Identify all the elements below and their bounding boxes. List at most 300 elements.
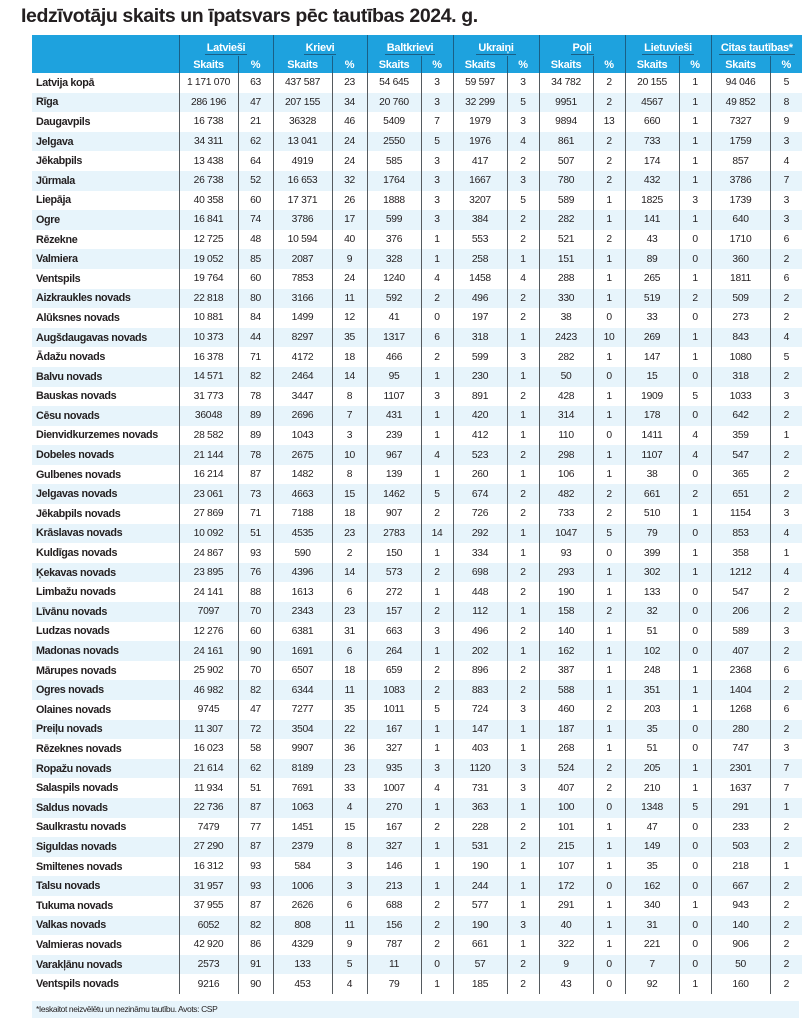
row-name: Ogre — [32, 210, 179, 230]
cell-percent: 2 — [507, 680, 539, 700]
cell-count: 140 — [539, 622, 593, 642]
cell-percent: 2 — [593, 778, 625, 798]
cell-count: 7277 — [273, 700, 332, 720]
table-row — [32, 445, 802, 465]
cell-count: 1154 — [711, 504, 770, 524]
cell-percent: 52 — [238, 171, 273, 191]
cell-count: 17 371 — [273, 191, 332, 211]
cell-count: 1482 — [273, 465, 332, 485]
row-name: Siguldas novads — [32, 837, 179, 857]
cell-percent: 18 — [332, 661, 367, 681]
cell-percent: 11 — [332, 916, 367, 936]
cell-count: 16 378 — [179, 347, 238, 367]
cell-percent: 24 — [332, 269, 367, 289]
cell-percent: 3 — [770, 387, 802, 407]
cell-percent: 2 — [421, 563, 453, 583]
cell-percent: 0 — [679, 524, 711, 544]
cell-percent: 1 — [679, 328, 711, 348]
cell-count: 24 141 — [179, 582, 238, 602]
cell-count: 318 — [711, 367, 770, 387]
cell-count: 42 920 — [179, 935, 238, 955]
cell-count: 3447 — [273, 387, 332, 407]
cell-percent: 1 — [679, 93, 711, 113]
cell-percent: 80 — [238, 289, 273, 309]
cell-percent: 2 — [507, 504, 539, 524]
cell-percent: 87 — [238, 837, 273, 857]
cell-count: 40 — [539, 916, 593, 936]
cell-percent: 2 — [507, 974, 539, 994]
row-name: Dienvidkurzemes novads — [32, 426, 179, 446]
cell-count: 360 — [711, 249, 770, 269]
cell-percent: 24 — [332, 132, 367, 152]
cell-count: 503 — [711, 837, 770, 857]
cell-count: 1888 — [367, 191, 421, 211]
cell-count: 589 — [711, 622, 770, 642]
cell-count: 106 — [539, 465, 593, 485]
cell-count: 13 438 — [179, 151, 238, 171]
cell-count: 6381 — [273, 622, 332, 642]
cell-count: 808 — [273, 916, 332, 936]
cell-count: 239 — [367, 426, 421, 446]
cell-percent: 63 — [238, 73, 273, 93]
cell-percent: 2 — [770, 916, 802, 936]
row-name: Ogres novads — [32, 680, 179, 700]
cell-percent: 78 — [238, 387, 273, 407]
table-row — [32, 837, 802, 857]
cell-count: 147 — [625, 347, 679, 367]
cell-percent: 82 — [238, 916, 273, 936]
row-name: Valmieras novads — [32, 935, 179, 955]
column-header-percent: % — [238, 56, 273, 73]
row-name: Valmiera — [32, 249, 179, 269]
cell-count: 93 — [539, 543, 593, 563]
cell-percent: 1 — [593, 916, 625, 936]
table-row — [32, 484, 802, 504]
cell-count: 7097 — [179, 602, 238, 622]
table-row — [32, 720, 802, 740]
cell-percent: 1 — [679, 680, 711, 700]
column-header-count: Skaits — [539, 56, 593, 73]
cell-count: 432 — [625, 171, 679, 191]
cell-count: 448 — [453, 582, 507, 602]
cell-percent: 2 — [679, 484, 711, 504]
cell-count: 2550 — [367, 132, 421, 152]
cell-count: 13 041 — [273, 132, 332, 152]
cell-count: 174 — [625, 151, 679, 171]
cell-count: 1 171 070 — [179, 73, 238, 93]
table-row — [32, 132, 802, 152]
cell-count: 139 — [367, 465, 421, 485]
cell-percent: 2 — [507, 563, 539, 583]
cell-percent: 44 — [238, 328, 273, 348]
cell-percent: 8 — [770, 93, 802, 113]
row-name: Gulbenes novads — [32, 465, 179, 485]
cell-count: 150 — [367, 543, 421, 563]
cell-percent: 2 — [770, 445, 802, 465]
cell-count: 651 — [711, 484, 770, 504]
row-name: Tukuma novads — [32, 896, 179, 916]
cell-count: 1043 — [273, 426, 332, 446]
cell-count: 167 — [367, 720, 421, 740]
cell-percent: 2 — [507, 445, 539, 465]
cell-percent: 2 — [421, 289, 453, 309]
cell-percent: 1 — [593, 582, 625, 602]
cell-count: 79 — [367, 974, 421, 994]
cell-percent: 0 — [679, 916, 711, 936]
cell-percent: 60 — [238, 622, 273, 642]
cell-percent: 3 — [507, 916, 539, 936]
cell-count: 233 — [711, 818, 770, 838]
row-name: Jelgava — [32, 132, 179, 152]
cell-percent: 1 — [593, 661, 625, 681]
cell-percent: 71 — [238, 504, 273, 524]
cell-count: 857 — [711, 151, 770, 171]
cell-count: 172 — [539, 876, 593, 896]
page-title: Iedzīvotāju skaits un īpatsvars pēc tautības 2024. g. — [21, 5, 478, 27]
column-header-count: Skaits — [273, 56, 332, 73]
cell-count: 943 — [711, 896, 770, 916]
cell-percent: 1 — [507, 720, 539, 740]
column-group-label: Citas tautības* — [720, 42, 793, 54]
cell-percent: 3 — [421, 93, 453, 113]
cell-count: 16 214 — [179, 465, 238, 485]
cell-percent: 3 — [770, 132, 802, 152]
cell-percent: 1 — [679, 504, 711, 524]
column-group-header — [711, 35, 802, 56]
row-name: Varakļānu novads — [32, 955, 179, 975]
cell-count: 1710 — [711, 230, 770, 250]
cell-count: 35 — [625, 720, 679, 740]
cell-percent: 3 — [421, 387, 453, 407]
cell-count: 133 — [625, 582, 679, 602]
cell-percent: 62 — [238, 759, 273, 779]
cell-count: 351 — [625, 680, 679, 700]
cell-count: 89 — [625, 249, 679, 269]
table-row — [32, 955, 802, 975]
cell-count: 1979 — [453, 112, 507, 132]
cell-percent: 1 — [679, 112, 711, 132]
cell-percent: 2 — [507, 210, 539, 230]
cell-percent: 0 — [679, 249, 711, 269]
cell-count: 20 760 — [367, 93, 421, 113]
cell-count: 210 — [625, 778, 679, 798]
cell-percent: 6 — [770, 269, 802, 289]
table-row — [32, 759, 802, 779]
cell-percent: 1 — [507, 602, 539, 622]
cell-count: 26 738 — [179, 171, 238, 191]
cell-percent: 2 — [593, 73, 625, 93]
cell-percent: 13 — [593, 112, 625, 132]
table-row — [32, 543, 802, 563]
cell-percent: 5 — [679, 387, 711, 407]
cell-percent: 1 — [507, 406, 539, 426]
cell-count: 151 — [539, 249, 593, 269]
cell-count: 314 — [539, 406, 593, 426]
cell-count: 1083 — [367, 680, 421, 700]
cell-percent: 77 — [238, 818, 273, 838]
table-row — [32, 387, 802, 407]
cell-percent: 1 — [593, 857, 625, 877]
cell-count: 23 895 — [179, 563, 238, 583]
cell-count: 2368 — [711, 661, 770, 681]
cell-count: 23 061 — [179, 484, 238, 504]
cell-percent: 0 — [593, 876, 625, 896]
cell-count: 1637 — [711, 778, 770, 798]
cell-percent: 2 — [421, 680, 453, 700]
row-name: Dobeles novads — [32, 445, 179, 465]
row-name: Rēzeknes novads — [32, 739, 179, 759]
table-header — [32, 35, 802, 73]
cell-count: 230 — [453, 367, 507, 387]
cell-count: 1909 — [625, 387, 679, 407]
cell-count: 272 — [367, 582, 421, 602]
cell-percent: 5 — [593, 524, 625, 544]
cell-percent: 1 — [507, 641, 539, 661]
cell-count: 36328 — [273, 112, 332, 132]
cell-percent: 1 — [593, 563, 625, 583]
cell-count: 15 — [625, 367, 679, 387]
cell-percent: 1 — [421, 641, 453, 661]
table-row — [32, 602, 802, 622]
cell-count: 32 299 — [453, 93, 507, 113]
cell-percent: 2 — [421, 602, 453, 622]
cell-percent: 5 — [679, 798, 711, 818]
cell-percent: 5 — [770, 73, 802, 93]
cell-count: 31 957 — [179, 876, 238, 896]
cell-percent: 2 — [507, 387, 539, 407]
cell-count: 57 — [453, 955, 507, 975]
cell-count: 1764 — [367, 171, 421, 191]
cell-count: 19 764 — [179, 269, 238, 289]
column-header-percent: % — [332, 56, 367, 73]
cell-percent: 93 — [238, 857, 273, 877]
cell-count: 2379 — [273, 837, 332, 857]
row-name: Saulkrastu novads — [32, 818, 179, 838]
cell-count: 588 — [539, 680, 593, 700]
cell-count: 466 — [367, 347, 421, 367]
cell-count: 733 — [625, 132, 679, 152]
cell-percent: 2 — [679, 289, 711, 309]
cell-percent: 1 — [421, 582, 453, 602]
row-name: Ventspils — [32, 269, 179, 289]
cell-count: 1825 — [625, 191, 679, 211]
table-row — [32, 465, 802, 485]
cell-count: 265 — [625, 269, 679, 289]
table-row — [32, 778, 802, 798]
cell-percent: 2 — [770, 955, 802, 975]
cell-percent: 1 — [593, 680, 625, 700]
cell-count: 547 — [711, 445, 770, 465]
cell-count: 2696 — [273, 406, 332, 426]
cell-percent: 17 — [332, 210, 367, 230]
table-row — [32, 73, 802, 93]
cell-percent: 14 — [332, 367, 367, 387]
cell-percent: 4 — [421, 778, 453, 798]
cell-percent: 2 — [770, 367, 802, 387]
cell-percent: 87 — [238, 896, 273, 916]
cell-percent: 3 — [421, 210, 453, 230]
cell-percent: 0 — [679, 857, 711, 877]
cell-percent: 0 — [679, 308, 711, 328]
cell-count: 40 358 — [179, 191, 238, 211]
cell-percent: 1 — [679, 778, 711, 798]
cell-count: 4535 — [273, 524, 332, 544]
cell-percent: 93 — [238, 876, 273, 896]
cell-count: 3166 — [273, 289, 332, 309]
cell-count: 417 — [453, 151, 507, 171]
table-row — [32, 680, 802, 700]
cell-percent: 2 — [507, 151, 539, 171]
cell-count: 1268 — [711, 700, 770, 720]
cell-percent: 1 — [507, 367, 539, 387]
cell-count: 384 — [453, 210, 507, 230]
cell-percent: 2 — [507, 661, 539, 681]
cell-percent: 1 — [421, 465, 453, 485]
cell-percent: 12 — [332, 308, 367, 328]
cell-count: 547 — [711, 582, 770, 602]
cell-percent: 2 — [770, 720, 802, 740]
cell-percent: 0 — [679, 935, 711, 955]
cell-count: 292 — [453, 524, 507, 544]
cell-count: 27 290 — [179, 837, 238, 857]
table-row — [32, 935, 802, 955]
column-group-label: Baltkrievi — [386, 42, 434, 54]
cell-count: 34 782 — [539, 73, 593, 93]
cell-percent: 1 — [679, 151, 711, 171]
cell-count: 157 — [367, 602, 421, 622]
cell-percent: 60 — [238, 191, 273, 211]
cell-count: 523 — [453, 445, 507, 465]
cell-percent: 15 — [332, 818, 367, 838]
cell-count: 853 — [711, 524, 770, 544]
row-name: Latvija kopā — [32, 73, 179, 93]
cell-count: 731 — [453, 778, 507, 798]
cell-count: 100 — [539, 798, 593, 818]
cell-count: 11 934 — [179, 778, 238, 798]
cell-count: 584 — [273, 857, 332, 877]
cell-percent: 90 — [238, 641, 273, 661]
cell-count: 1451 — [273, 818, 332, 838]
cell-count: 94 046 — [711, 73, 770, 93]
cell-count: 9894 — [539, 112, 593, 132]
cell-percent: 2 — [770, 406, 802, 426]
row-name: Ādažu novads — [32, 347, 179, 367]
cell-percent: 90 — [238, 974, 273, 994]
cell-count: 38 — [625, 465, 679, 485]
cell-percent: 0 — [679, 406, 711, 426]
row-name: Smiltenes novads — [32, 857, 179, 877]
cell-percent: 3 — [421, 759, 453, 779]
column-group-label: Ukraiņi — [478, 42, 514, 54]
cell-percent: 1 — [507, 426, 539, 446]
cell-percent: 6 — [332, 896, 367, 916]
table-row — [32, 328, 802, 348]
cell-percent: 1 — [507, 465, 539, 485]
cell-percent: 11 — [332, 680, 367, 700]
cell-percent: 1 — [421, 367, 453, 387]
cell-count: 162 — [539, 641, 593, 661]
cell-count: 203 — [625, 700, 679, 720]
cell-percent: 1 — [593, 935, 625, 955]
cell-count: 906 — [711, 935, 770, 955]
cell-count: 92 — [625, 974, 679, 994]
cell-percent: 1 — [593, 191, 625, 211]
cell-percent: 0 — [421, 308, 453, 328]
cell-percent: 1 — [421, 798, 453, 818]
cell-percent: 0 — [679, 818, 711, 838]
cell-count: 1458 — [453, 269, 507, 289]
cell-count: 27 869 — [179, 504, 238, 524]
table-row — [32, 191, 802, 211]
cell-percent: 1 — [421, 837, 453, 857]
cell-count: 202 — [453, 641, 507, 661]
cell-percent: 1 — [679, 269, 711, 289]
cell-percent: 2 — [770, 935, 802, 955]
cell-count: 10 594 — [273, 230, 332, 250]
cell-percent: 3 — [332, 426, 367, 446]
cell-count: 590 — [273, 543, 332, 563]
cell-percent: 0 — [679, 720, 711, 740]
cell-percent: 1 — [507, 876, 539, 896]
cell-count: 6052 — [179, 916, 238, 936]
cell-count: 51 — [625, 739, 679, 759]
cell-count: 11 307 — [179, 720, 238, 740]
cell-percent: 4 — [679, 426, 711, 446]
table-row — [32, 857, 802, 877]
cell-percent: 2 — [770, 582, 802, 602]
cell-percent: 2 — [421, 916, 453, 936]
cell-count: 205 — [625, 759, 679, 779]
cell-percent: 3 — [507, 700, 539, 720]
cell-count: 7691 — [273, 778, 332, 798]
cell-count: 1411 — [625, 426, 679, 446]
cell-count: 496 — [453, 289, 507, 309]
cell-percent: 15 — [332, 484, 367, 504]
row-name: Daugavpils — [32, 112, 179, 132]
cell-count: 1080 — [711, 347, 770, 367]
cell-count: 8297 — [273, 328, 332, 348]
cell-percent: 1 — [507, 896, 539, 916]
table-row — [32, 230, 802, 250]
row-name: Kuldīgas novads — [32, 543, 179, 563]
cell-count: 1120 — [453, 759, 507, 779]
column-header-percent: % — [421, 56, 453, 73]
cell-count: 376 — [367, 230, 421, 250]
column-header-count: Skaits — [453, 56, 507, 73]
cell-count: 967 — [367, 445, 421, 465]
cell-percent: 1 — [770, 798, 802, 818]
table-body — [32, 73, 802, 994]
table-row — [32, 798, 802, 818]
cell-percent: 0 — [679, 739, 711, 759]
cell-count: 2423 — [539, 328, 593, 348]
row-name: Ķekavas novads — [32, 563, 179, 583]
row-name: Olaines novads — [32, 700, 179, 720]
cell-count: 688 — [367, 896, 421, 916]
cell-count: 291 — [711, 798, 770, 818]
cell-percent: 2 — [593, 484, 625, 504]
column-group-header — [453, 35, 539, 56]
table-row — [32, 896, 802, 916]
cell-percent: 2 — [507, 837, 539, 857]
cell-count: 340 — [625, 896, 679, 916]
column-group-label: Latvieši — [206, 42, 246, 54]
cell-count: 37 955 — [179, 896, 238, 916]
cell-percent: 0 — [593, 426, 625, 446]
cell-count: 49 852 — [711, 93, 770, 113]
cell-count: 268 — [539, 739, 593, 759]
cell-percent: 2 — [770, 641, 802, 661]
